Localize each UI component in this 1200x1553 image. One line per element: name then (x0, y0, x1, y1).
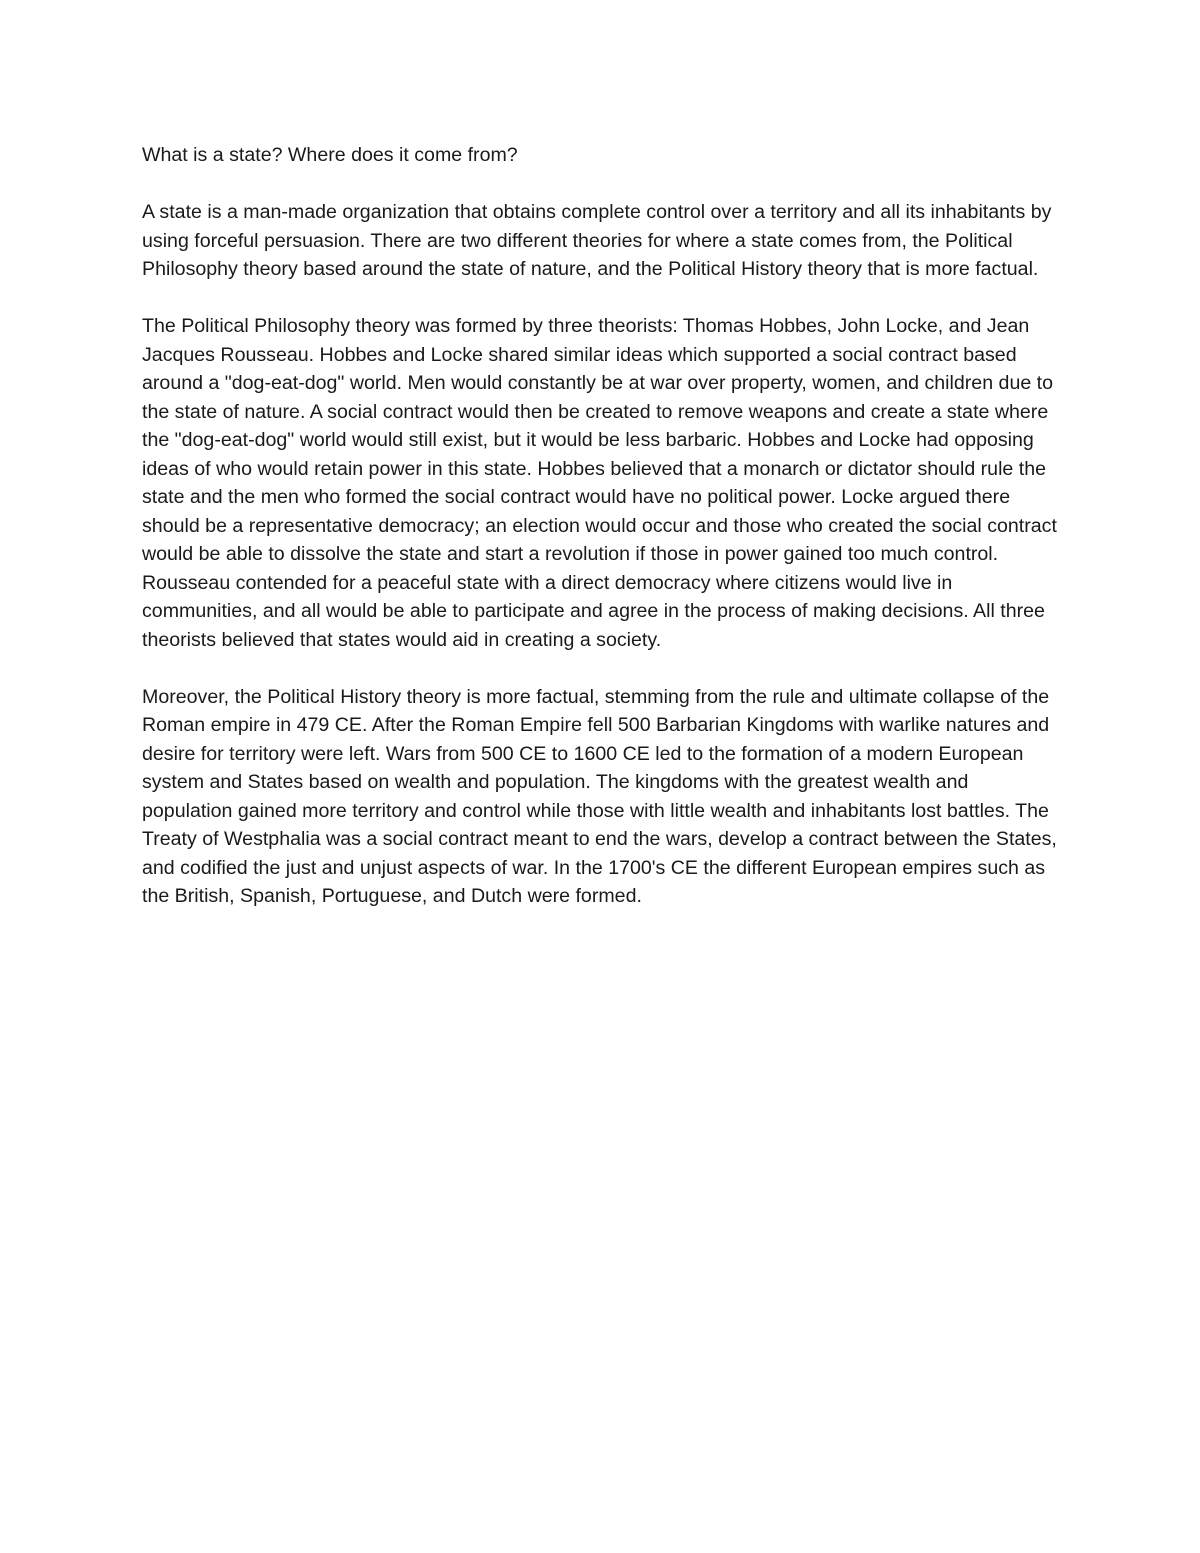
document-body (142, 141, 1062, 939)
question-heading: What is a state? Where does it come from? (142, 144, 518, 166)
paragraph-definition: A state is a man-made organization that obtains complete control over a territory and all its inhabitants by using forceful persuasion. There are two different theories for where a state comes from, the Political Philosophy theory based around the state of nature, and the Political History theory that is more factual. (142, 201, 1052, 280)
paragraph-political-history: Moreover, the Political History theory is more factual, stemming from the rule and ultimate collapse of the Roman empire in 479 CE. After the Roman Empire fell 500 Barbarian Kingdoms with warlike natures and desire for territory were left. Wars from 500 CE to 1600 CE led to the formation of a modern European system and States based on wealth and population. The kingdoms with the greatest wealth and population gained more territory and control while those with little wealth and inhabitants lost battles. The Treaty of Westphalia was a social contract meant to end the wars, develop a contract between the States, and codified the just and unjust aspects of war. In the 1700's CE the different European empires such as the British, Spanish, Portuguese, and Dutch were formed. (142, 685, 1057, 907)
paragraph-political-philosophy: The Political Philosophy theory was formed by three theorists: Thomas Hobbes, John Locke, and Jean Jacques Rousseau. Hobbes and Locke shared similar ideas which supported a social contract based around a "dog-eat-dog" world. Men would constantly be at war over property, women, and children due to the state of nature. A social contract would then be created to remove weapons and create a state where the "dog-eat-dog" world would still exist, but it would be less barbaric. Hobbes and Locke had opposing ideas of who would retain power in this state. Hobbes believed that a monarch or dictator should rule the state and the men who formed the social contract would have no political power. Locke argued there should be a representative democracy; an election would occur and those who created the social contract would be able to dissolve the state and start a revolution if those in power gained too much control. Rousseau contended for a peaceful state with a direct democracy where citizens would live in communities, and all would be able to participate and agree in the process of making decisions. All three theorists believed that states would aid in creating a society. (142, 315, 1057, 651)
